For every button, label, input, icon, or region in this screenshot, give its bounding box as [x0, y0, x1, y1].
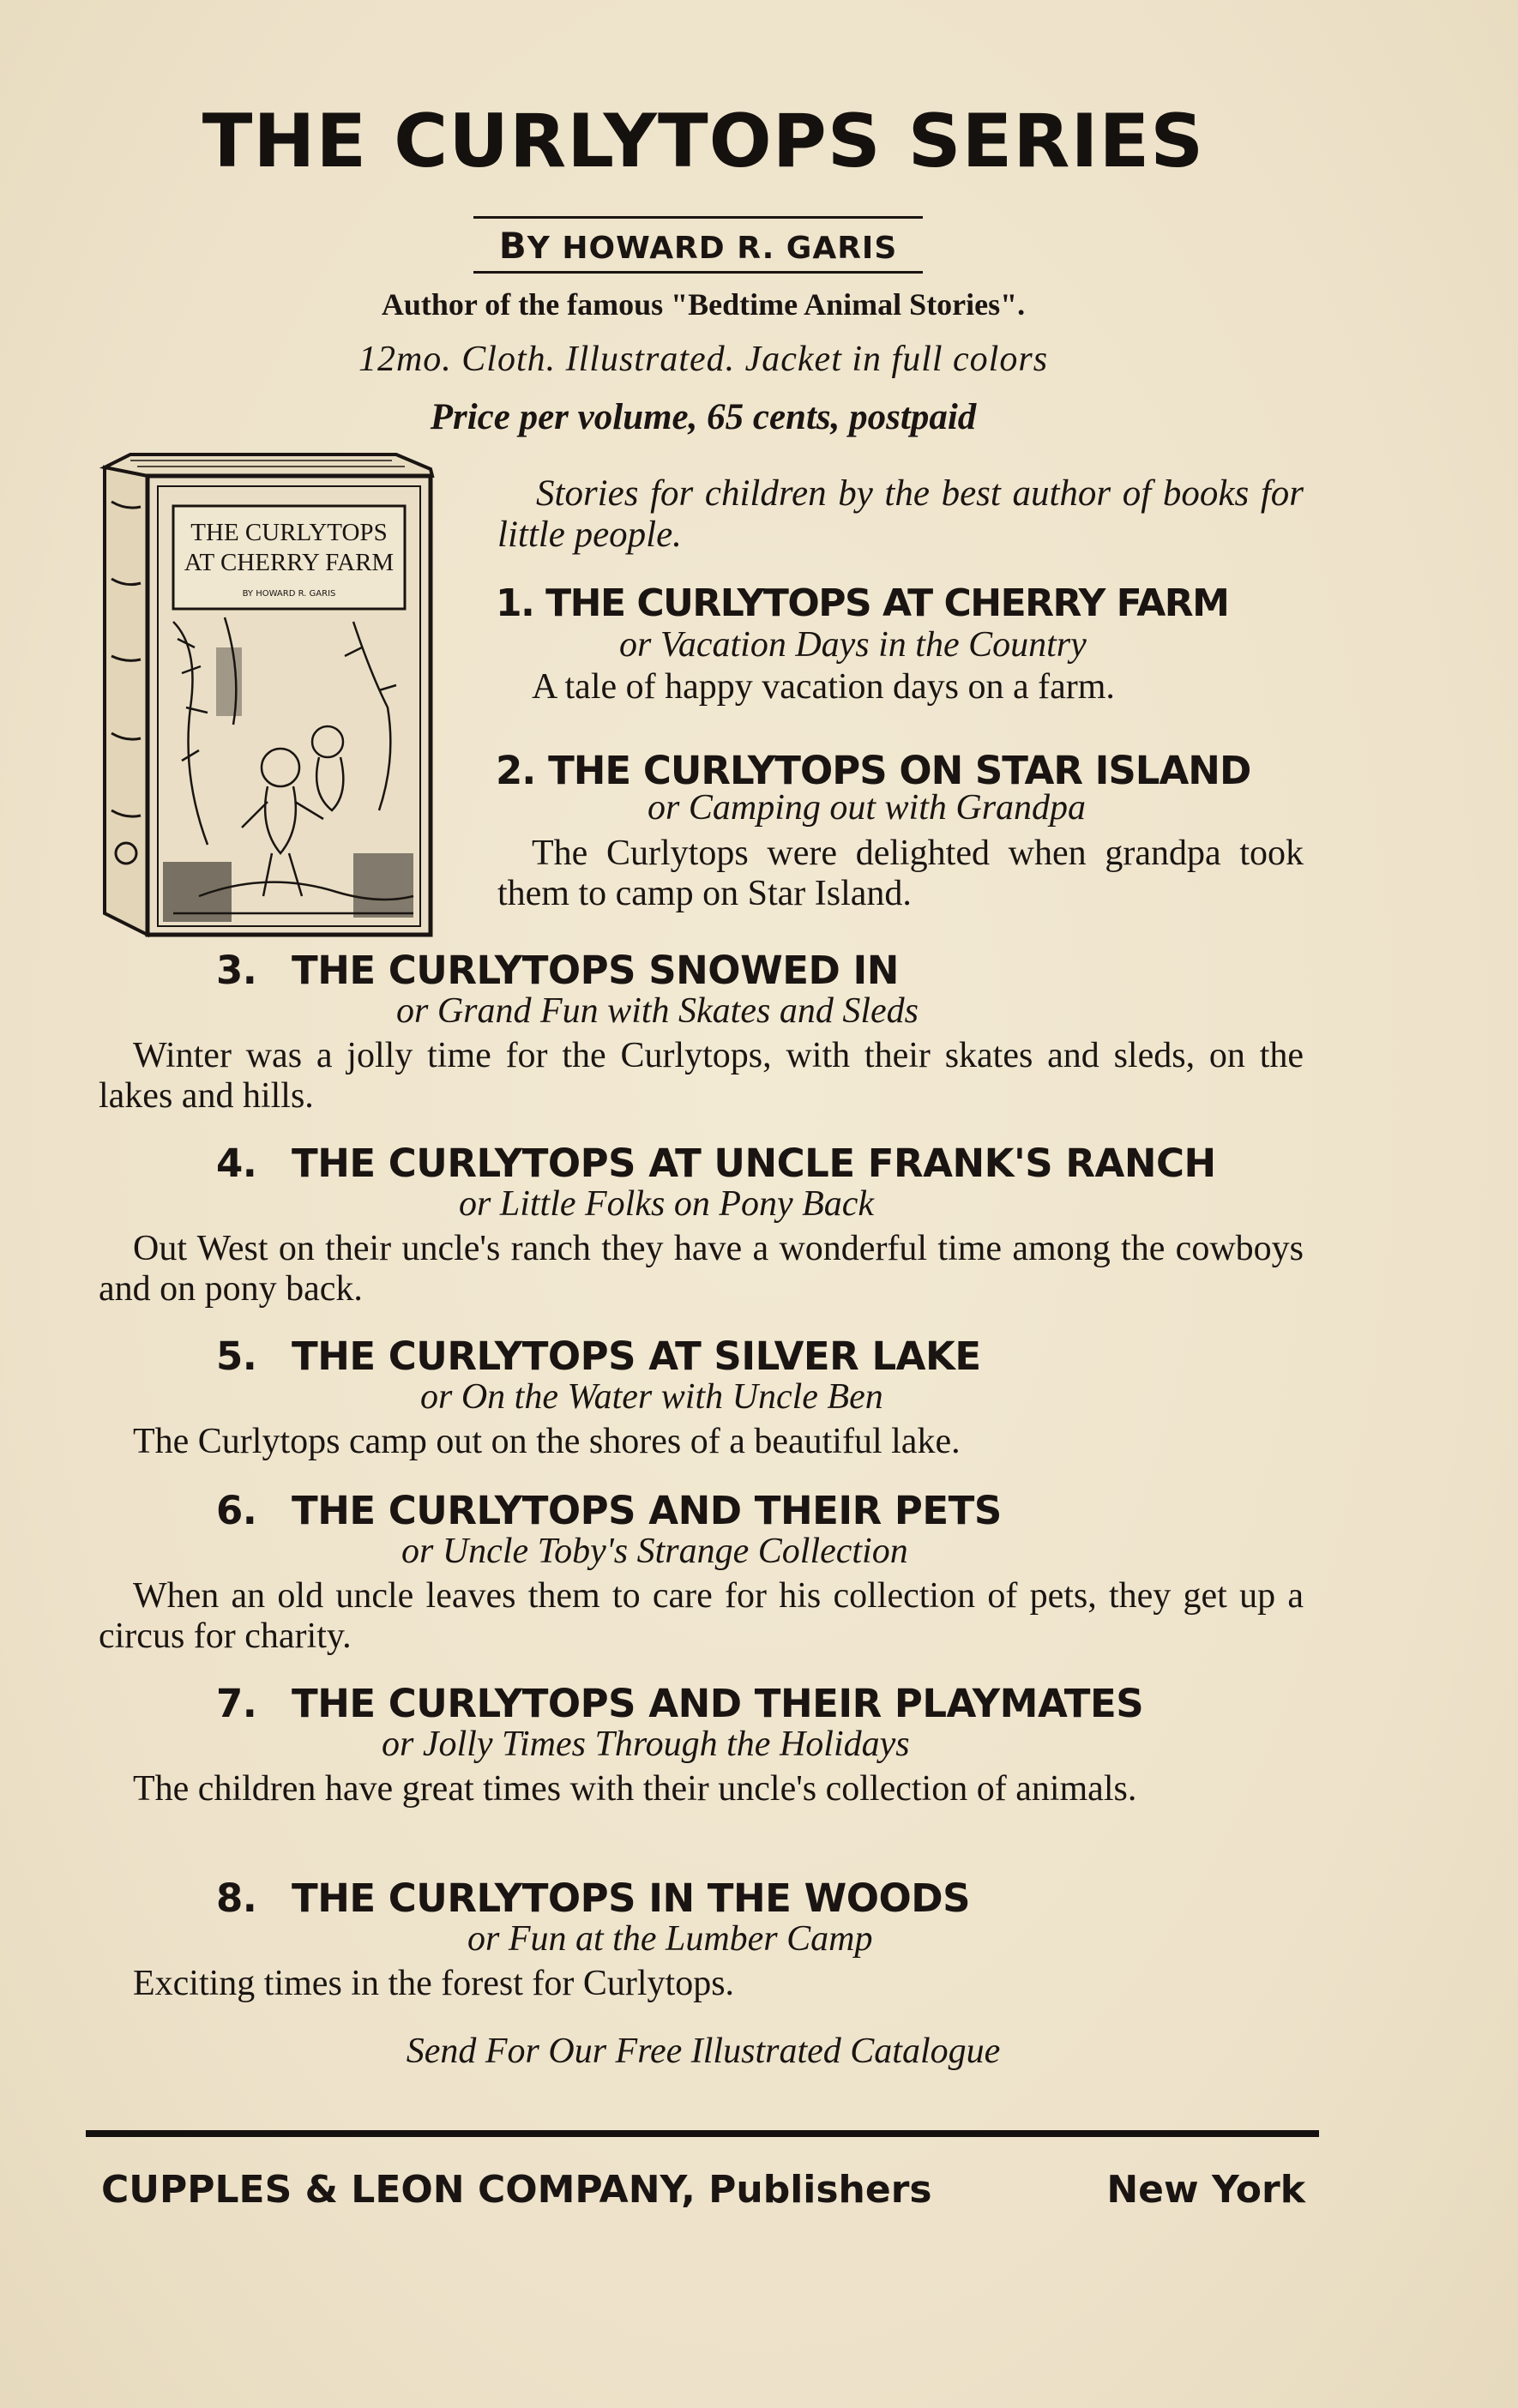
entry-2-description: The Curlytops were delighted when grandpa took them to camp on Star Island. — [497, 834, 1304, 913]
entry-3-subtitle: or Grand Fun with Skates and Sleds — [396, 991, 919, 1031]
entry-5-subtitle: or On the Water with Uncle Ben — [420, 1377, 883, 1417]
book-cover-author: BY HOWARD R. GARIS — [242, 589, 336, 599]
author-rule-top — [473, 216, 923, 219]
entry-4-subtitle: or Little Folks on Pony Back — [459, 1184, 875, 1224]
entry-7-title: 7. THE CURLYTOPS AND THEIR PLAYMATES — [216, 1681, 1144, 1726]
entry-3-title: 3. THE CURLYTOPS SNOWED IN — [216, 948, 899, 993]
book-cover-title-1: THE CURLYTOPS — [190, 519, 388, 546]
format-line: 12mo. Cloth. Illustrated. Jacket in full colors — [358, 340, 1049, 379]
entry-1-description: A tale of happy vacation days on a farm. — [532, 667, 1115, 707]
entry-6-title: 6. THE CURLYTOPS AND THEIR PETS — [216, 1488, 1002, 1533]
entry-8-description: Exciting times in the forest for Curlytops. — [133, 1964, 735, 2003]
entry-7-description: The children have great times with their uncle's collection of animals. — [133, 1769, 1137, 1809]
author-rule-bottom — [473, 271, 923, 274]
author-byline: BY HOWARD R. GARIS — [498, 225, 898, 267]
footer-rule — [86, 2130, 1319, 2137]
entry-6-subtitle: or Uncle Toby's Strange Collection — [401, 1532, 908, 1571]
entry-7-subtitle: or Jolly Times Through the Holidays — [382, 1725, 910, 1764]
price-line: Price per volume, 65 cents, postpaid — [430, 397, 977, 437]
entry-8-title: 8. THE CURLYTOPS IN THE WOODS — [216, 1875, 970, 1921]
publisher-city: New York — [1106, 2168, 1305, 2212]
publisher-name: CUPPLES & LEON COMPANY, Publishers — [101, 2168, 932, 2212]
entry-1-subtitle: or Vacation Days in the Country — [619, 625, 1087, 665]
author-name: HOWARD R. GARIS — [562, 231, 898, 266]
catalogue-call-to-action: Send For Our Free Illustrated Catalogue — [406, 2032, 1001, 2071]
entry-4-description: Out West on their uncle's ranch they have a wonderful time among the cowboys and on pony back. — [99, 1229, 1304, 1309]
book-cover-title-2: AT CHERRY FARM — [184, 549, 395, 576]
series-intro: Stories for children by the best author of books for little people. — [497, 473, 1304, 555]
entry-3-description: Winter was a jolly time for the Curlytops, with their skates and sleds, on the lakes and hills. — [99, 1036, 1304, 1116]
entry-8-subtitle: or Fun at the Lumber Camp — [467, 1919, 873, 1959]
entry-5-description: The Curlytops camp out on the shores of a beautiful lake. — [133, 1422, 961, 1461]
entry-6-description: When an old uncle leaves them to care for his collection of pets, they get up a circus for charity. — [99, 1576, 1304, 1656]
author-note: Author of the famous "Bedtime Animal Stories". — [381, 287, 1026, 322]
entry-4-title: 4. THE CURLYTOPS AT UNCLE FRANK'S RANCH — [216, 1141, 1216, 1186]
series-title: THE CURLYTOPS SERIES — [202, 99, 1205, 184]
entry-2-subtitle: or Camping out with Grandpa — [648, 788, 1087, 828]
entry-2-title: 2. THE CURLYTOPS ON STAR ISLAND — [496, 748, 1251, 793]
entry-5-title: 5. THE CURLYTOPS AT SILVER LAKE — [216, 1333, 981, 1379]
entry-1-title: 1. THE CURLYTOPS AT CHERRY FARM — [496, 581, 1229, 625]
book-cover-illustration — [96, 450, 465, 943]
